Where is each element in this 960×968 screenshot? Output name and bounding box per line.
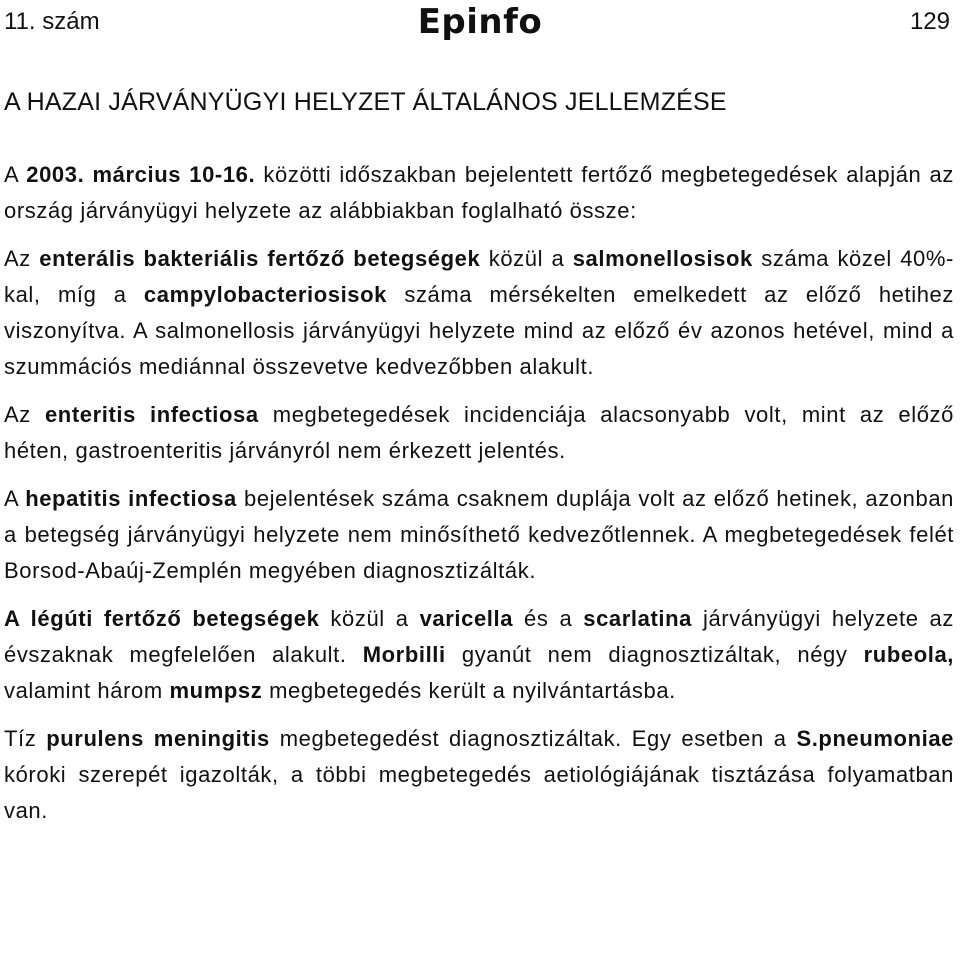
text: A [4, 486, 26, 511]
term: hepatitis infectiosa [25, 486, 237, 511]
text: száma közel 40%-kal, míg a [4, 246, 954, 307]
term: varicella [419, 606, 514, 631]
text: Az [4, 246, 40, 271]
issue-number: 11. szám [4, 8, 100, 35]
paragraph-intro [4, 157, 954, 229]
page-header [4, 2, 956, 46]
paragraph-enteral [4, 241, 954, 385]
page-number: 129 [909, 8, 950, 35]
text: Tíz [4, 726, 47, 751]
term: A légúti fertőző betegségek [4, 606, 320, 631]
text: és a [513, 606, 584, 631]
text: közül a [319, 606, 420, 631]
epinfo-logo: Epinfo [417, 2, 543, 42]
term: campylobacteriosisok [143, 282, 388, 307]
term: S.pneumoniae [796, 726, 954, 751]
term: enterális bakteriális fertőző betegségek [39, 246, 481, 271]
text: valamint három [4, 678, 170, 703]
text: megbetegedés került a nyilvántartásba. [262, 678, 676, 703]
date-range: 2003. március 10-16. [26, 162, 256, 187]
text: bejelentések száma csaknem duplája volt az előző hetinek, azonban a betegség járványügyi helyzete nem minősíthető kedvezőtlennek. A megbetegedések felét Borsod-Abaúj-Zemplén megyében diagnosztizálták. [4, 486, 954, 583]
text: Az [4, 402, 45, 427]
text: A [4, 162, 27, 187]
term: Morbilli [362, 642, 446, 667]
paragraph-hepatitis [4, 481, 954, 589]
text: közötti időszakban bejelentett fertőző megbetegedések alapján az ország járványügyi helyzete az alábbiakban foglalható össze: [4, 162, 954, 223]
term: enteritis infectiosa [44, 402, 259, 427]
paragraph-meningitis [4, 721, 954, 829]
term: purulens meningitis [46, 726, 270, 751]
text: közül a [480, 246, 573, 271]
paragraph-enteritis [4, 397, 954, 469]
term: mumpsz [169, 678, 263, 703]
document-body [4, 157, 954, 841]
term: scarlatina [583, 606, 692, 631]
paragraph-respiratory [4, 601, 954, 709]
text: gyanút nem diagnosztizáltak, négy [445, 642, 864, 667]
text: megbetegedések incidenciája alacsonyabb volt, mint az előző héten, gastroenteritis járványról nem érkezett jelentés. [4, 402, 954, 463]
section-title: A HAZAI JÁRVÁNYÜGYI HELYZET ÁLTALÁNOS JELLEMZÉSE [4, 88, 727, 116]
text: száma mérsékelten emelkedett az előző hetihez viszonyítva. A salmonellosis járványügyi helyzete mind az előző év azonos hetével, mind a szummációs mediánnal összevetve kedvezőbben alakult. [4, 282, 954, 379]
text: megbetegedést diagnosztizáltak. Egy esetben a [269, 726, 797, 751]
text: járványügyi helyzete az évszaknak megfelelően alakult. [4, 606, 954, 667]
term: salmonellosisok [572, 246, 753, 271]
text: kóroki szerepét igazolták, a többi megbetegedés aetiológiájának tisztázása folyamatban van. [4, 762, 954, 823]
term: rubeola, [863, 642, 954, 667]
